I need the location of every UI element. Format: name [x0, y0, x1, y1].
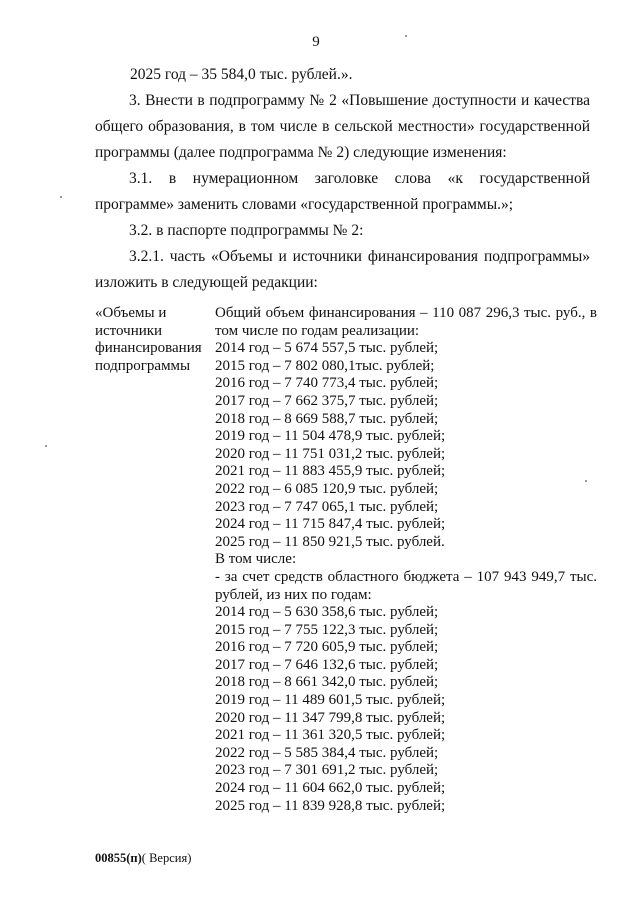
regional-year-line: 2016 год – 7 720 605,9 тыс. рублей; [215, 639, 439, 656]
document-code: 00855(п) [95, 851, 142, 865]
total-year-line: 2023 год – 7 747 065,1 тыс. рублей; [215, 498, 439, 515]
total-year-line: 2024 год – 11 715 847,4 тыс. рублей; [215, 516, 446, 533]
scan-speck [585, 480, 587, 482]
regional-year-line: 2021 год – 11 361 320,5 тыс. рублей; [215, 727, 446, 744]
page-number: 9 [312, 34, 320, 50]
regional-year-line: 2023 год – 7 301 691,2 тыс. рублей; [215, 762, 439, 779]
including-label: В том числе: [215, 551, 297, 568]
total-year-line: 2019 год – 11 504 478,9 тыс. рублей; [215, 428, 446, 445]
left-cell-line: «Объемы и [95, 305, 167, 321]
regional-year-line: 2018 год – 8 661 342,0 тыс. рублей; [215, 674, 439, 691]
regional-budget-text: - за счет средств областного бюджета – 107 943 949,7 тыс. рублей, из них по годам: [215, 568, 597, 603]
scan-speck [405, 35, 407, 37]
regional-year-line: 2017 год – 7 646 132,6 тыс. рублей; [215, 656, 439, 673]
total-year-line: 2025 год – 11 850 921,5 тыс. рублей. [215, 533, 445, 550]
total-financing-text: Общий объем финансирования – 110 087 296,3 тыс. руб., в том числе по годам реализации: [215, 305, 597, 339]
paragraph-3-1 [95, 166, 590, 218]
total-year-line: 2014 год – 5 674 557,5 тыс. рублей; [215, 340, 439, 357]
total-year-line: 2015 год – 7 802 080,1тыс. рублей; [215, 357, 435, 374]
left-cell-line: источники [95, 322, 163, 339]
paragraph-text: 3. Внести в подпрограмму № 2 «Повышение доступности и качества общего образования, в том числе в сельской местности» государственной программы (далее подпрограмма № 2) следующие изменения: [95, 92, 590, 161]
table-right-cell [215, 305, 597, 815]
paragraph-text: 3.2. в паспорте подпрограммы № 2: [129, 222, 364, 239]
total-year-line: 2022 год – 6 085 120,9 тыс. рублей; [215, 480, 439, 497]
intro-line: 2025 год – 35 584,0 тыс. рублей.». [130, 66, 353, 83]
document-version: ( Версия) [141, 851, 192, 865]
paragraph-3 [95, 88, 590, 166]
paragraph-3-2-1 [95, 244, 590, 296]
regional-year-line: 2014 год – 5 630 358,6 тыс. рублей; [215, 604, 439, 621]
regional-year-line: 2024 год – 11 604 662,0 тыс. рублей; [215, 780, 446, 797]
left-cell-line: подпрограммы [95, 357, 191, 374]
regional-year-line: 2015 год – 7 755 122,3 тыс. рублей; [215, 621, 439, 638]
regional-year-line: 2020 год – 11 347 799,8 тыс. рублей; [215, 709, 446, 726]
total-year-line: 2020 год – 11 751 031,2 тыс. рублей; [215, 445, 446, 462]
left-cell-line: финансирования [95, 340, 202, 357]
total-year-line: 2016 год – 7 740 773,4 тыс. рублей; [215, 375, 439, 392]
regional-year-line: 2025 год – 11 839 928,8 тыс. рублей; [215, 797, 446, 814]
regional-year-line: 2019 год – 11 489 601,5 тыс. рублей; [215, 692, 446, 709]
total-year-line: 2017 год – 7 662 375,7 тыс. рублей; [215, 392, 439, 409]
paragraph-text: 3.1. в нумерационном заголовке слова «к государственной программе» заменить словами «государственной программы.»; [95, 170, 590, 213]
paragraph-3-2 [95, 218, 590, 244]
document-footer [95, 851, 191, 866]
scan-speck [45, 445, 47, 447]
paragraph-text: 3.2.1. часть «Объемы и источники финансирования подпрограммы» изложить в следующей редакции: [95, 248, 590, 291]
table-left-cell [95, 305, 210, 375]
total-year-line: 2018 год – 8 669 588,7 тыс. рублей; [215, 410, 439, 427]
regional-year-line: 2022 год – 5 585 384,4 тыс. рублей; [215, 744, 439, 761]
total-year-line: 2021 год – 11 883 455,9 тыс. рублей; [215, 463, 446, 480]
scan-speck [60, 196, 62, 198]
